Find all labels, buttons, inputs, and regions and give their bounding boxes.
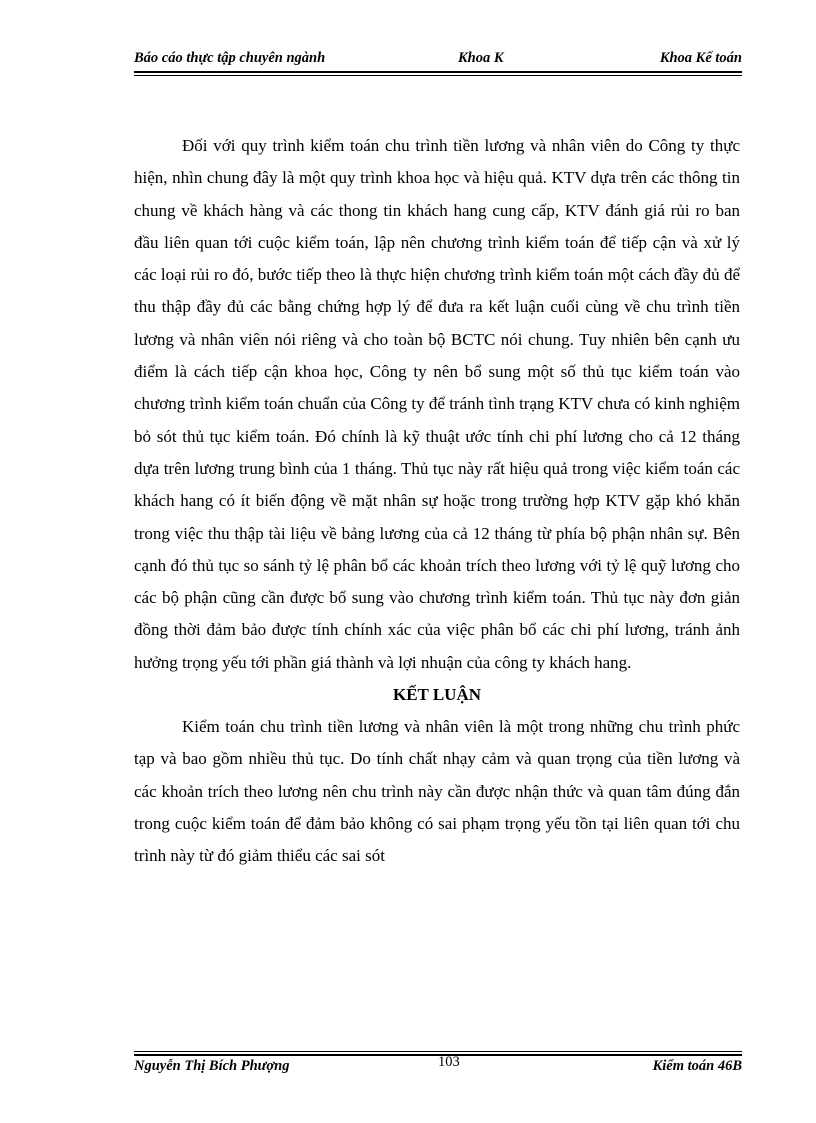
page-footer [134,1056,742,1078]
page-header [134,50,742,72]
header-department: Khoa Kế toán [659,50,742,66]
page-number: 103 [438,1054,460,1070]
footer-author: Nguyễn Thị Bích Phượng [134,1058,290,1074]
page-body [134,130,740,873]
header-report-title: Báo cáo thực tập chuyên ngành [134,50,326,66]
header-rule-thick [134,71,742,73]
section-heading: KẾT LUẬN [392,685,481,705]
body-paragraph: Đối với quy trình kiểm toán chu trình tiền lương và nhân viên do Công ty thực hiện, nhìn chung đây là một quy trình khoa học và hiệu quả. KTV dựa trên các thông tin chung về khách hàng và các thong tin khách hang cung cấp, KTV đánh giá rủi ro ban đầu liên quan tới cuộc kiểm toán, lập nên chương trình kiểm toán để tiếp cận và xử lý các loại rủi ro đó, bước tiếp theo là thực hiện chương trình kiểm toán một cách đầy đủ để thu thập đầy đủ các bằng chứng hợp lý để đưa ra kết luận cuối cùng về chu trình tiền lương và nhân viên nói riêng và cho toàn bộ BCTC nói chung. Tuy nhiên bên cạnh ưu điểm là cách tiếp cận khoa học, Công ty nên bổ sung một số thủ tục kiểm toán vào chương trình kiểm toán chuẩn của Công ty để tránh tình trạng KTV chưa có kinh nghiệm bỏ sót thủ tục kiểm toán. Đó chính là kỹ thuật ước tính chi phí lương cho cả 12 tháng dựa trên lương trung bình của 1 tháng. Thủ tục này rất hiệu quả trong việc kiểm toán các khách hang có ít biến động về mặt nhân sự hoặc trong trường hợp KTV gặp khó khăn trong việc thu thập tài liệu về bảng lương của cả 12 tháng từ phía bộ phận nhân sự. Bên cạnh đó thủ tục so sánh tỷ lệ phân bổ các khoản trích theo lương với tỷ lệ quỹ lương cho các bộ phận cũng cần được bổ sung vào chương trình kiểm toán. Thủ tục này đơn giản đồng thời đảm bảo được tính chính xác của việc phân bổ các chi phí lương, tránh ảnh hưởng trọng yếu tới phần giá thành và lợi nhuận của công ty khách hang. [134,136,740,672]
body-paragraph: Kiểm toán chu trình tiền lương và nhân viên là một trong những chu trình phức tạp và bao gồm nhiều thủ tục. Do tính chất nhạy cảm và quan trọng của tiền lương và các khoản trích theo lương nên chu trình này cần được nhận thức và quan tâm đúng đắn trong cuộc kiểm toán để đảm bảo không có sai phạm trọng yếu tồn tại liên quan tới chu trình này từ đó giảm thiểu các sai sót [134,717,740,866]
header-department-short: Khoa K [458,50,504,66]
header-rule-thin [134,75,742,76]
footer-class: Kiểm toán 46B [652,1058,742,1074]
footer-rule-thin [134,1051,742,1052]
